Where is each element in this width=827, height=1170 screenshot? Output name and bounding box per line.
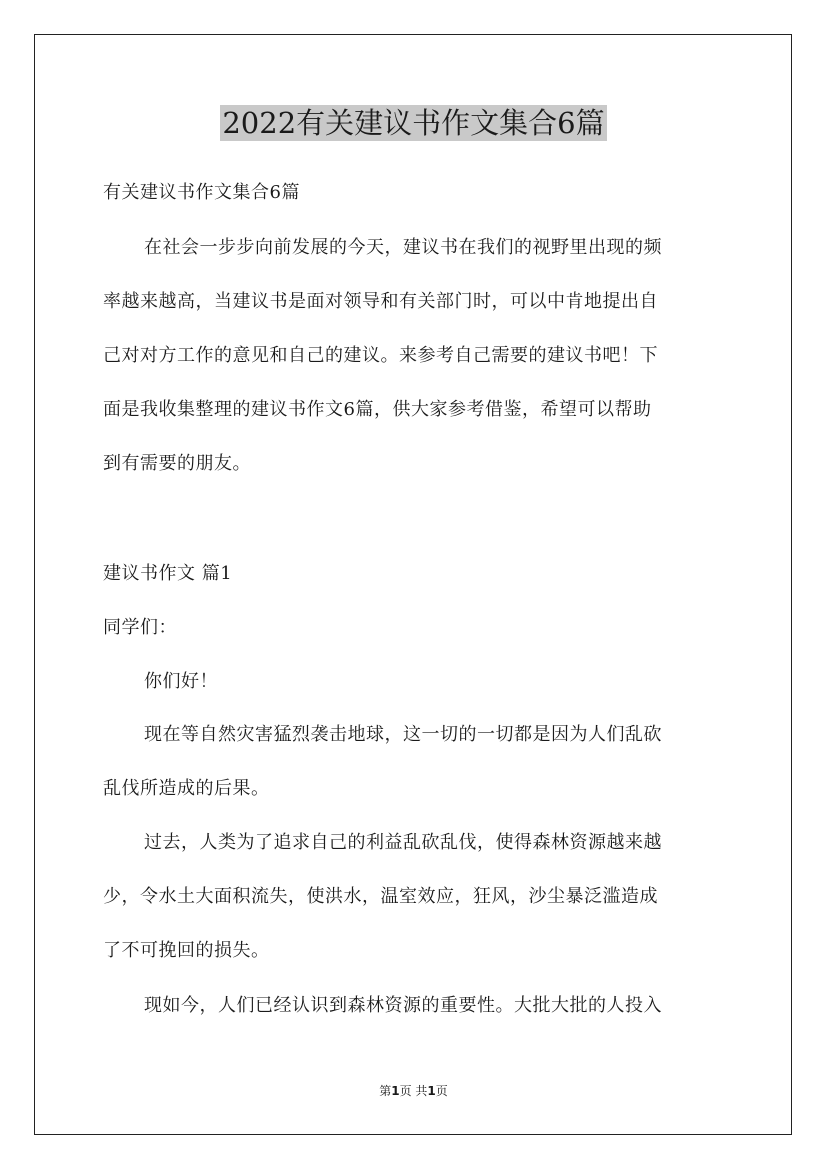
page-prefix: 第 [379, 1084, 392, 1098]
body-line: 了不可挽回的损失。 [103, 940, 270, 961]
document-title-text: 2022有关建议书作文集合6篇 [222, 106, 605, 140]
body-line: 过去，人类为了追求自己的利益乱砍乱伐，使得森林资源越来越 [144, 832, 662, 853]
section-heading: 建议书作文 篇1 [103, 563, 233, 584]
body-line: 少，令水土大面积流失，使洪水，温室效应，狂风，沙尘暴泛滥造成 [103, 886, 658, 907]
page-suffix: 页 [435, 1084, 448, 1098]
body-line: 现如今，人们已经认识到森林资源的重要性。大批大批的人投入 [144, 995, 662, 1016]
document-title [0, 103, 827, 143]
greeting: 你们好！ [144, 671, 218, 692]
intro-line: 面是我收集整理的建议书作文6篇，供大家参考借鉴，希望可以帮助 [103, 399, 652, 420]
intro-line: 己对对方工作的意见和自己的建议。来参考自己需要的建议书吧！下 [103, 345, 658, 366]
page-current: 1 [391, 1084, 400, 1098]
page-total: 1 [427, 1084, 436, 1098]
intro-line: 率越来越高，当建议书是面对领导和有关部门时，可以中肯地提出自 [103, 291, 658, 312]
body-line: 乱伐所造成的后果。 [103, 778, 270, 799]
intro-line: 到有需要的朋友。 [103, 453, 251, 474]
body-line: 现在等自然灾害猛烈袭击地球，这一切的一切都是因为人们乱砍 [144, 724, 662, 745]
document-subtitle: 有关建议书作文集合6篇 [103, 182, 300, 203]
intro-line: 在社会一步步向前发展的今天，建议书在我们的视野里出现的频 [144, 237, 662, 258]
salutation: 同学们： [103, 617, 177, 638]
page-mid: 页 共 [399, 1084, 428, 1098]
page-footer [0, 1083, 827, 1099]
